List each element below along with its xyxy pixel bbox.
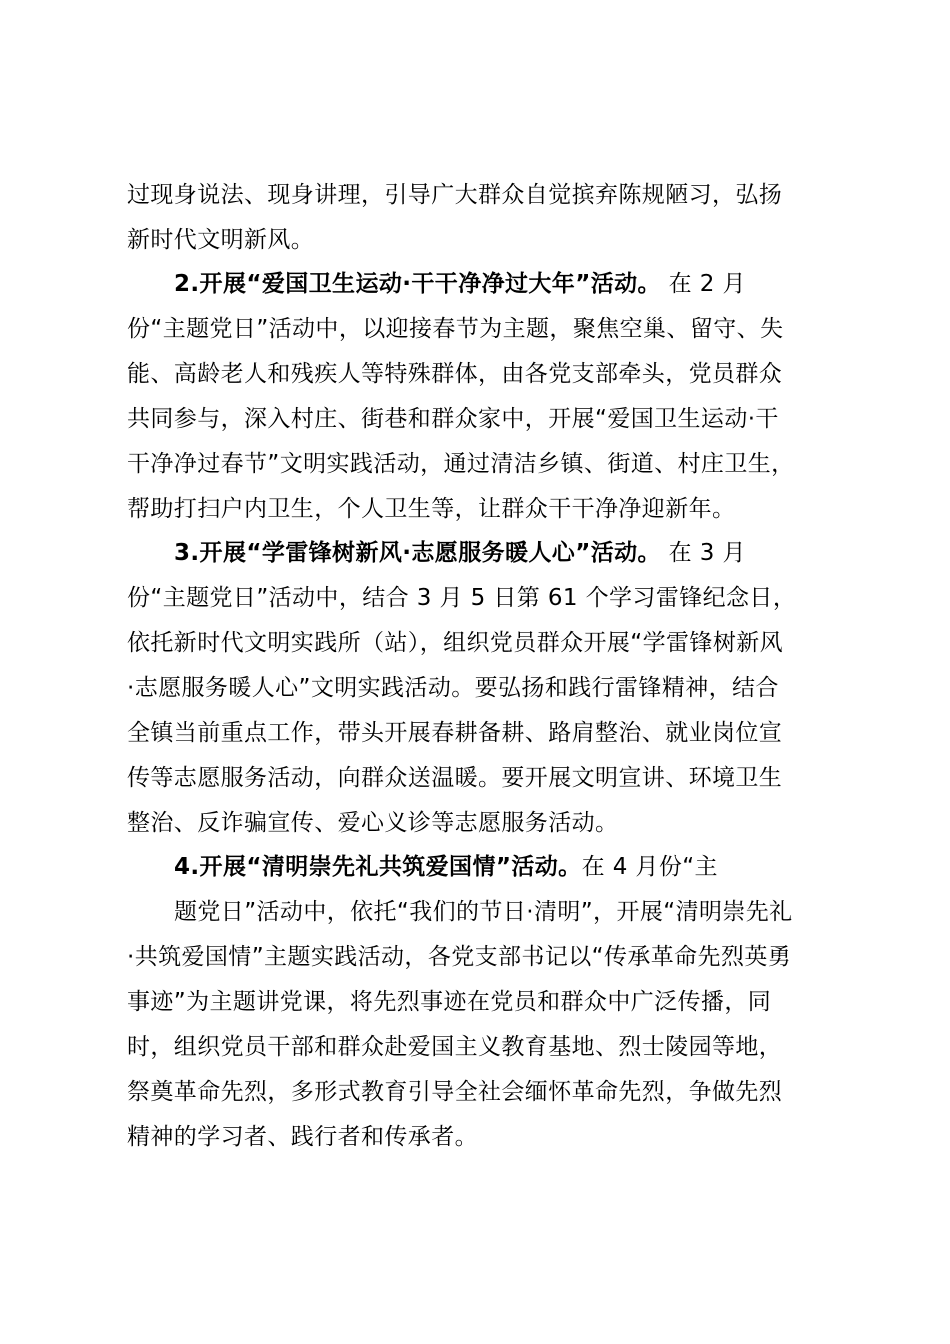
text-line [127,808,618,838]
text-run: 时，组织党员干部和群众赴爱国主义教育基地、烈士陵园等地， [127,1034,783,1060]
section-heading: 2.开展“爱国卫生运动·干干净净过大年”活动。 [174,271,661,297]
text-line [127,404,779,434]
text-line [127,987,771,1017]
text-line [127,942,791,972]
text-line [127,359,782,389]
text-line [127,673,779,703]
section-heading: 3.开展“学雷锋树新风·志愿服务暖人心”活动。 [174,540,661,566]
text-run: 整治、反诈骗宣传、爱心义诊等志愿服务活动。 [127,810,619,836]
text-run: 传等志愿服务活动，向群众送温暖。要开展文明宣讲、环境卫生 [127,765,783,791]
section-heading: 4.开展“清明崇先礼共筑爱国情”活动。 [174,854,582,880]
text-line [127,314,783,344]
text-run: 干净净过春节”文明实践活动，通过清洁乡镇、街道、村庄卫生， [127,451,795,477]
text-line [174,897,793,927]
text-line [174,269,746,299]
text-run: 在 3 月 [660,540,746,566]
text-line [127,449,795,479]
text-line [174,852,718,882]
text-line [127,718,782,748]
text-line [127,225,314,255]
text-run: 份“主题党日”活动中，以迎接春节为主题，聚焦空巢、留守、失 [127,316,784,342]
text-run: ·共筑爱国情”主题实践活动，各党支部书记以“传承革命先烈英勇 [127,944,792,970]
text-line [127,1077,782,1107]
text-line [174,538,746,568]
text-run: 能、高龄老人和残疾人等特殊群体，由各党支部牵头，党员群众 [127,361,783,387]
text-run: 题党日”活动中，依托“我们的节日·清明”，开展“清明崇先礼 [174,899,793,925]
text-run: 祭奠革命先烈，多形式教育引导全社会缅怀革命先烈，争做先烈 [127,1079,783,1105]
text-run: 帮助打扫户内卫生，个人卫生等，让群众干干净净迎新年。 [127,496,736,522]
text-run: 事迹”为主题讲党课，将先烈事迹在党员和群众中广泛传播，同 [127,989,772,1015]
text-line [127,1032,782,1062]
text-line [127,763,782,793]
text-run: 共同参与，深入村庄、街巷和群众家中，开展“爱国卫生运动·干 [127,406,779,432]
text-line [127,1122,478,1152]
text-line [127,494,735,524]
text-line [127,180,782,210]
text-run: 在 2 月 [660,271,746,297]
text-run: 全镇当前重点工作，带头开展春耕备耕、路肩整治、就业岗位宣 [127,720,783,746]
text-run: 新时代文明新风。 [127,227,315,253]
text-line [127,583,796,613]
text-line [127,628,783,658]
text-run: 精神的学习者、践行者和传承者。 [127,1124,478,1150]
text-run: 在 4 月份“主 [581,854,718,880]
text-run: 份“主题党日”活动中，结合 3 月 5 日第 61 个学习雷锋纪念日， [127,585,797,611]
text-run: 过现身说法、现身讲理，引导广大群众自觉摈弃陈规陋习，弘扬 [127,182,783,208]
text-run: 依托新时代文明实践所（站），组织党员群众开展“学雷锋树新风 [127,630,784,656]
text-run: ·志愿服务暖人心”文明实践活动。要弘扬和践行雷锋精神，结合 [127,675,779,701]
